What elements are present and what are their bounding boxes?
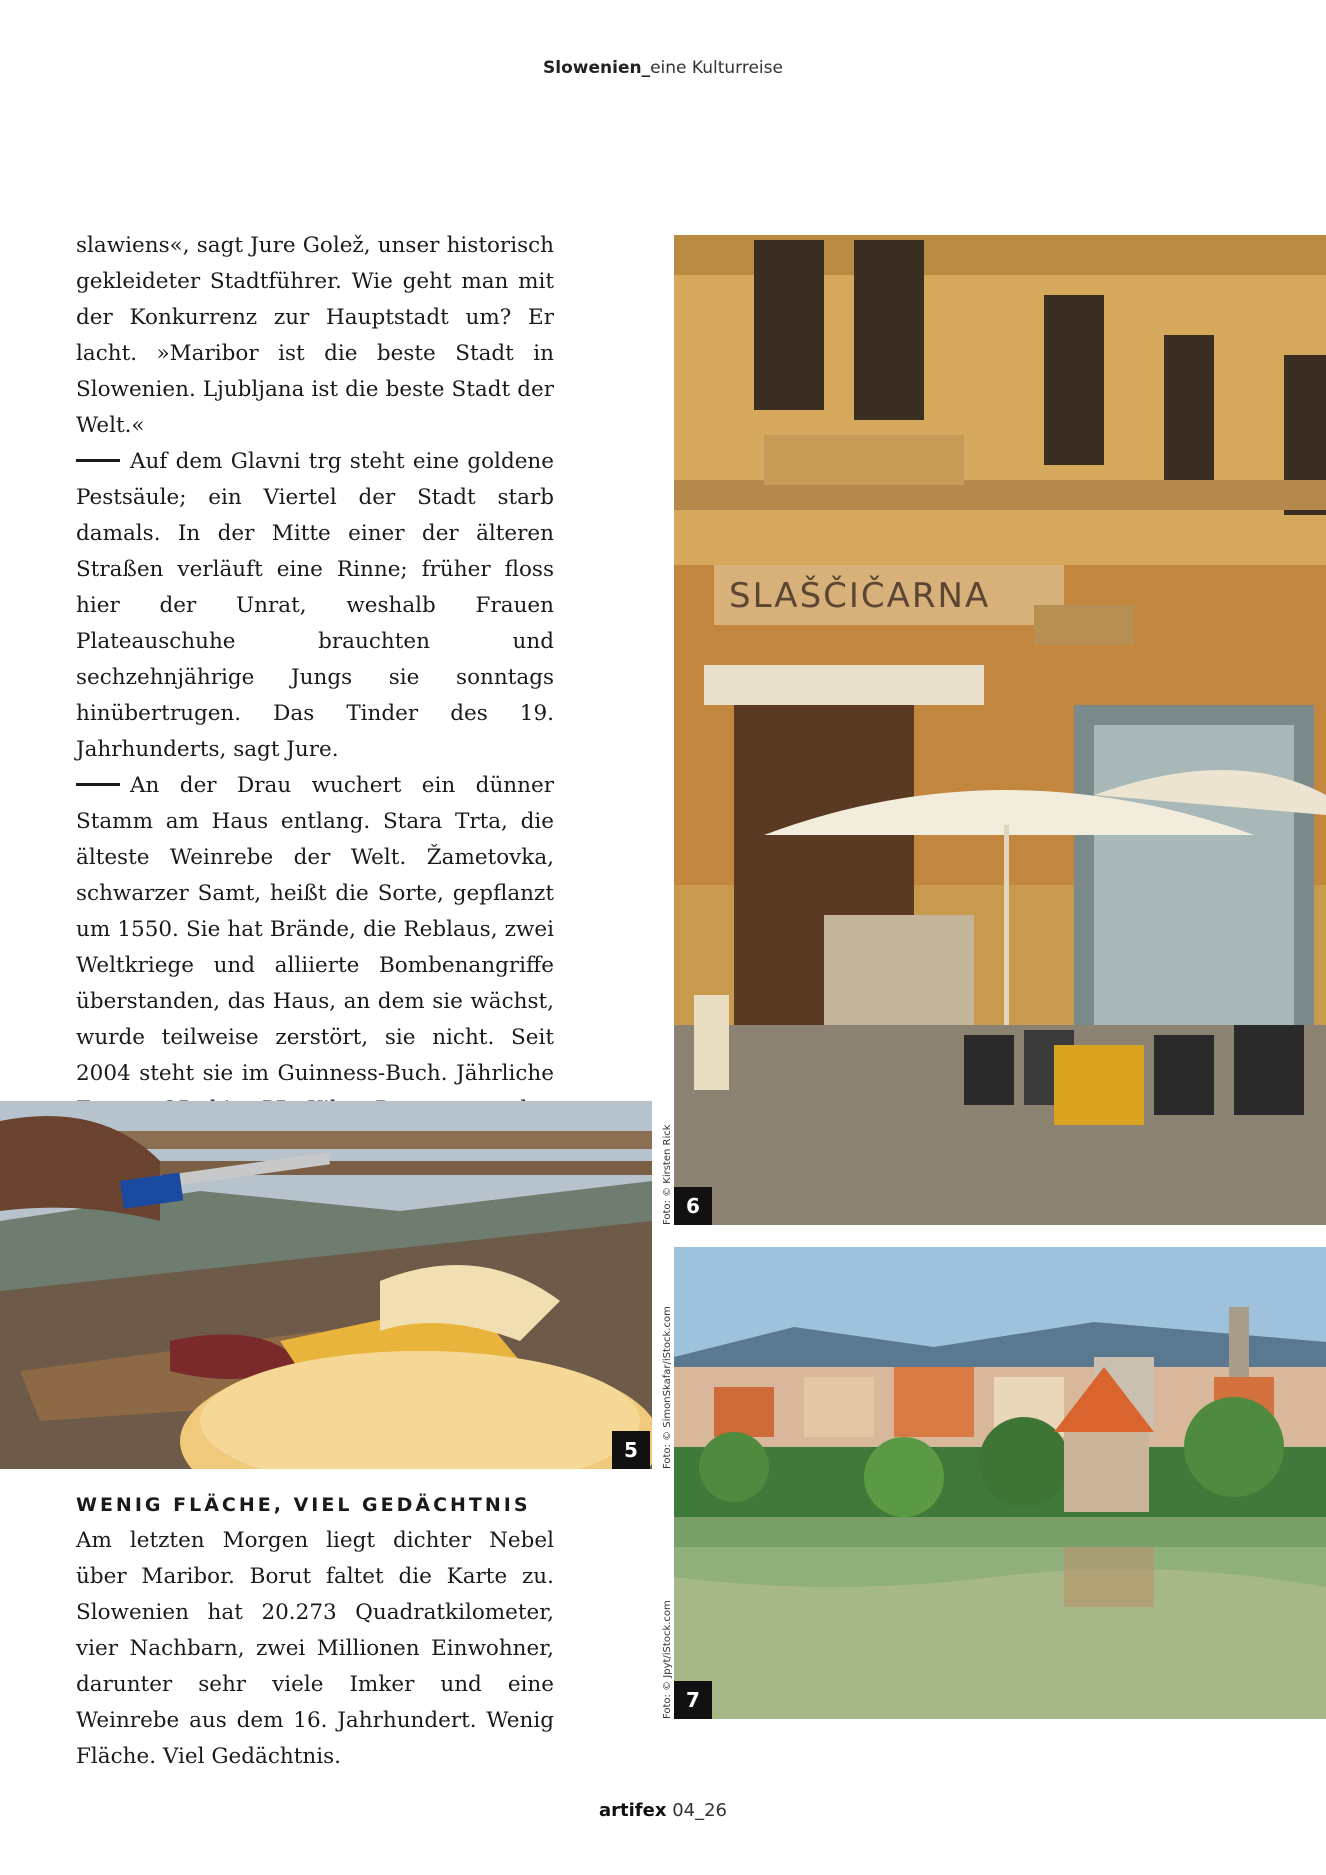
magazine-brand: artifex xyxy=(599,1800,667,1821)
article-column-bottom xyxy=(76,1487,554,1775)
issue-number: 04 xyxy=(672,1800,696,1821)
paragraph-1: slawiens«, sagt Jure Golež, unser historisch gekleideter Stadtführer. Wie geht man mit der Konkurrenz zur Hauptstadt um? Er lacht. »Maribor ist die beste Stadt in Slowenien. Ljubljana ist die beste Stadt der Welt.« xyxy=(76,233,554,438)
photo-credit-6: Foto: © Kirsten Rick xyxy=(662,1124,673,1225)
paragraph-2-text: Auf dem Glavni trg steht eine goldene Pestsäule; ein Viertel der Stadt starb damals. In der Mitte einer der älteren Straßen verläuft eine Rinne; früher floss hier der Unrat, weshalb Frauen Plateauschuhe brauchten und sechzehnjährige Jungs sie sonntags hinübertrugen. Das Tinder des 19. Jahrhunderts, sagt Jure. xyxy=(76,449,554,762)
running-header xyxy=(0,58,1326,78)
paragraph-dash xyxy=(76,459,120,462)
paragraph-3-text: An der Drau wuchert ein dünner Stamm am Haus entlang. Stara Trta, die älteste Weinrebe der Welt. Žametovka, schwarzer Samt, heißt die Sorte, gepflanzt um 1550. Sie hat Brände, die Reblaus, zwei Weltkriege und alliierte Bombenangriffe überstanden, das Haus, an dem sie wächst, wurde teilweise zerstört, sie nicht. Seit 2004 steht sie im Guinness-Buch. Jährliche xyxy=(76,773,554,1086)
paragraph-dash xyxy=(76,783,120,786)
photo-maribor-riverside xyxy=(674,1247,1326,1719)
photo-cheese-board xyxy=(0,1101,652,1469)
footer-separator: _ xyxy=(695,1800,705,1821)
paragraph-4: Am letzten Morgen liegt dichter Nebel über Maribor. Borut faltet die Karte zu. Slowenien hat 20.273 Quadratkilometer, vier Nachbarn, zwei Millionen Einwohner, darunter sehr viele Imker und eine Weinrebe aus dem 16. Jahrhundert. Wenig Fläche. Viel Gedächtnis. xyxy=(76,1528,554,1769)
photo-slascicarna-cafe xyxy=(674,235,1326,1225)
page-footer xyxy=(0,1800,1326,1821)
photo-number-5: 5 xyxy=(612,1431,650,1469)
header-subtitle: eine Kulturreise xyxy=(650,58,783,78)
photo-credit-7: Foto: © Jpyt/iStock.com xyxy=(662,1600,673,1719)
page-number: 26 xyxy=(704,1800,727,1821)
paragraph-2 xyxy=(76,444,554,768)
shop-sign-text: SLAŠČIČARNA xyxy=(729,576,991,616)
photo-number-6: 6 xyxy=(674,1187,712,1225)
header-separator: _ xyxy=(641,58,651,78)
photo-number-7: 7 xyxy=(674,1681,712,1719)
section-heading: WENIG FLÄCHE, VIEL GEDÄCHTNIS xyxy=(76,1494,531,1516)
header-title: Slowenien xyxy=(543,58,642,78)
photo-credit-5: Foto: © SimonSkafar/iStock.com xyxy=(662,1306,673,1469)
